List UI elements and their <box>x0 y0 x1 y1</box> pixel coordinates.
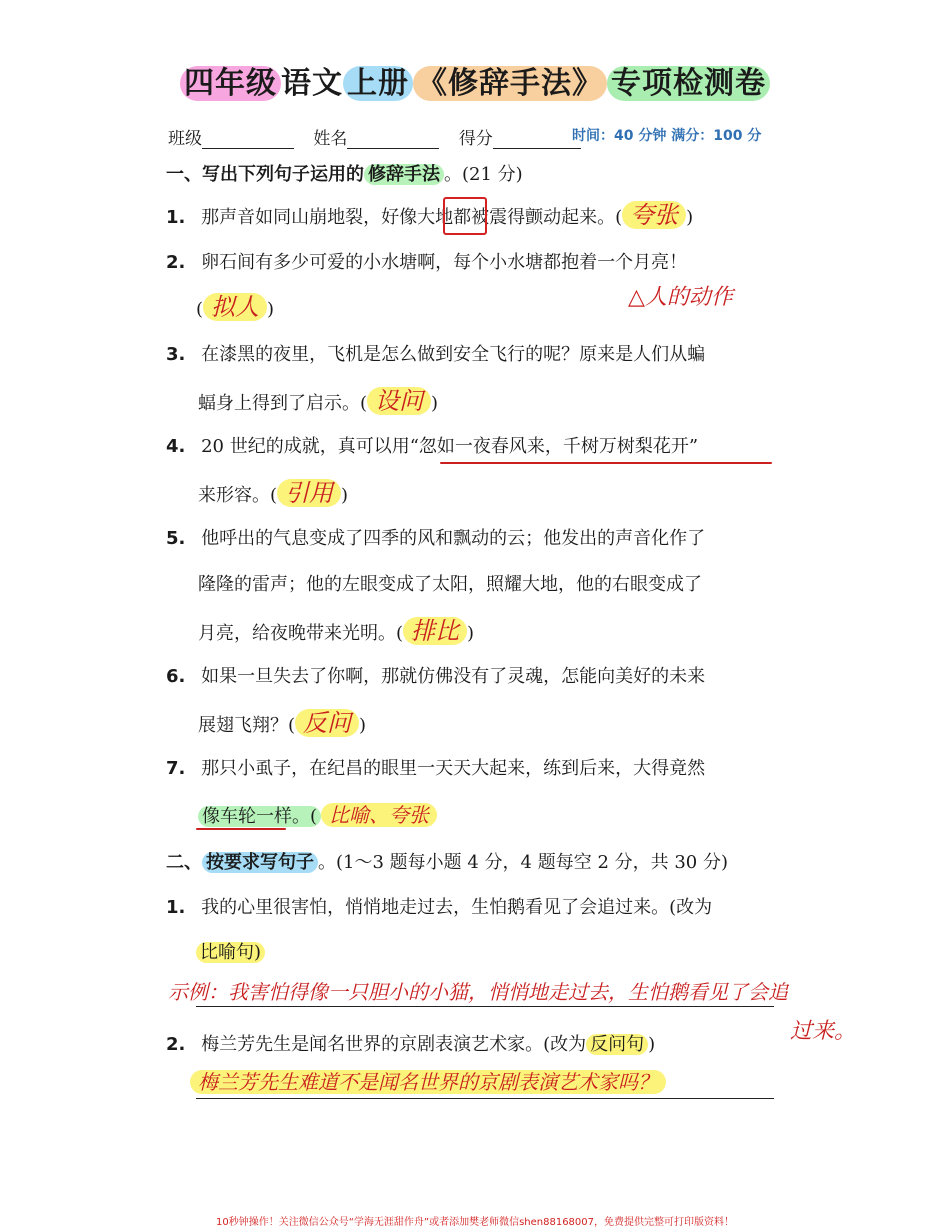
answer-text: 比喻、夸张 <box>321 803 437 827</box>
question-number: 7. <box>166 758 186 779</box>
question-number: 5. <box>166 528 186 549</box>
time-score-info: 时间：40 分钟 满分：100 分 <box>572 128 762 144</box>
paren-open: ( <box>196 299 204 320</box>
question-text: 蝠身上得到了启示。( <box>198 393 368 414</box>
circled-word-mark <box>443 197 487 235</box>
question-number: 3. <box>166 344 186 365</box>
question-text: 隆隆的雷声；他的左眼变成了太阳，照耀大地，他的右眼变成了 <box>198 574 702 595</box>
answer-text: 设问 <box>367 387 431 415</box>
student-info <box>168 124 581 149</box>
question-text: 他呼出的气息变成了四季的风和飘动的云；他发出的声音化作了 <box>201 528 706 549</box>
question-text: 那只小虱子，在纪昌的眼里一天天大起来，练到后来，大得竟然 <box>201 758 706 779</box>
answer-text: 引用 <box>277 479 341 507</box>
question-text: 梅兰芳先生是闻名世界的京剧表演艺术家。(改为 <box>201 1034 587 1055</box>
question-text: 像车轮一样。( <box>198 806 321 827</box>
section2-heading-a: 二、 <box>166 852 202 873</box>
class-field[interactable] <box>202 130 294 149</box>
section2-heading <box>166 848 728 874</box>
paren-close: ) <box>359 715 367 736</box>
s1-question-5-line3 <box>198 618 474 647</box>
underline-mark <box>196 828 286 830</box>
question-number: 2. <box>166 252 186 273</box>
score-field[interactable] <box>493 130 581 149</box>
footer-notice: 10秒钟操作！关注微信公众号“学海无涯甜作舟”或者添加樊老师微信shen88168007，免费提供完整可打印版资料！ <box>215 1217 735 1228</box>
name-field[interactable] <box>347 130 439 149</box>
s1-question-4 <box>166 434 786 460</box>
question-requirement: 比喻句) <box>196 942 265 963</box>
question-text: 在漆黑的夜里，飞机是怎么做到安全飞行的呢？原来是人们从蝙 <box>201 344 706 365</box>
s1-question-5-line2 <box>198 572 818 598</box>
question-text: 展翅飞翔？( <box>198 715 296 736</box>
section2-heading-highlight: 按要求写句子 <box>202 852 318 873</box>
s1-question-7-line2 <box>198 802 437 830</box>
s1-question-5 <box>166 526 806 552</box>
question-text: 我的心里很害怕，悄悄地走过去，生怕鹅看见了会追过来。(改为 <box>201 897 713 918</box>
s1-question-2 <box>166 250 786 276</box>
s1-question-6 <box>166 664 806 690</box>
answer-text: 反问 <box>295 709 359 737</box>
section1-heading-highlight: 修辞手法 <box>364 164 444 185</box>
s2-question-1 <box>166 895 806 921</box>
question-text: 如果一旦失去了你啊，那就仿佛没有了灵魂，怎能向美好的未来 <box>201 666 706 687</box>
class-label: 班级 <box>168 129 202 149</box>
paren-close: ) <box>341 485 349 506</box>
paren-close: ) <box>648 1034 656 1055</box>
question-text: 来形容。( <box>198 485 278 506</box>
title-test: 专项检测卷 <box>607 66 770 101</box>
title-topic: 《修辞手法》 <box>413 66 607 101</box>
s2-q1-answer-line1: 示例：我害怕得像一只胆小的小猫，悄悄地走过去，生怕鹅看见了会追 <box>168 980 788 1004</box>
answer-text: 拟人 <box>203 293 267 321</box>
s1-question-2-answer <box>196 294 274 323</box>
s1-question-6-line2 <box>198 710 366 739</box>
paren-close: ) <box>431 393 439 414</box>
paren-close: ) <box>686 207 694 228</box>
s2-question-1-line2 <box>196 940 265 966</box>
paren-close: ) <box>467 623 475 644</box>
s1-question-3 <box>166 342 786 368</box>
title-grade: 四年级 <box>180 66 281 101</box>
question-text: 月亮，给夜晚带来光明。( <box>198 623 404 644</box>
s2-q2-answer <box>190 1066 666 1095</box>
s1-question-4-line2 <box>198 480 348 509</box>
s2-q1-answer-line2: 过来。 <box>790 1019 857 1044</box>
title-subject: 语文 <box>281 66 343 101</box>
question-number: 6. <box>166 666 186 687</box>
question-number: 1. <box>166 207 186 228</box>
title-volume: 上册 <box>343 66 413 101</box>
s2-question-2 <box>166 1032 806 1058</box>
handwritten-note: △人的动作 <box>628 285 733 310</box>
answer-text: 梅兰芳先生难道不是闻名世界的京剧表演艺术家吗？ <box>190 1070 666 1094</box>
question-text: 那声音如同山崩地裂，好像大地都被震得颤动起来。( <box>201 207 623 228</box>
page-title <box>0 58 950 102</box>
paren-close: ) <box>267 299 275 320</box>
answer-line <box>196 1098 774 1099</box>
question-number: 2. <box>166 1034 186 1055</box>
s1-question-7 <box>166 756 806 782</box>
answer-text: 夸张 <box>622 201 686 229</box>
section2-heading-c: 。(1～3 题每小题 4 分，4 题每空 2 分，共 30 分) <box>318 852 728 873</box>
underline-mark <box>440 462 772 464</box>
section1-heading-a: 一、写出下列句子运用的 <box>166 164 364 185</box>
question-text: 卵石间有多少可爱的小水塘啊，每个小水塘都抱着一个月亮！ <box>201 252 688 273</box>
question-number: 1. <box>166 897 186 918</box>
question-text: 20 世纪的成就，真可以用“忽如一夜春风来，千树万树梨花开” <box>201 436 699 457</box>
section1-heading <box>166 160 523 186</box>
question-number: 4. <box>166 436 186 457</box>
s1-question-3-line2 <box>198 388 438 417</box>
name-label: 姓名 <box>313 129 348 149</box>
question-requirement: 反问句 <box>586 1034 648 1055</box>
section1-heading-c: 。(21 分) <box>444 164 523 185</box>
answer-text: 排比 <box>403 617 467 645</box>
score-label: 得分 <box>458 129 493 149</box>
answer-line <box>196 1006 774 1007</box>
